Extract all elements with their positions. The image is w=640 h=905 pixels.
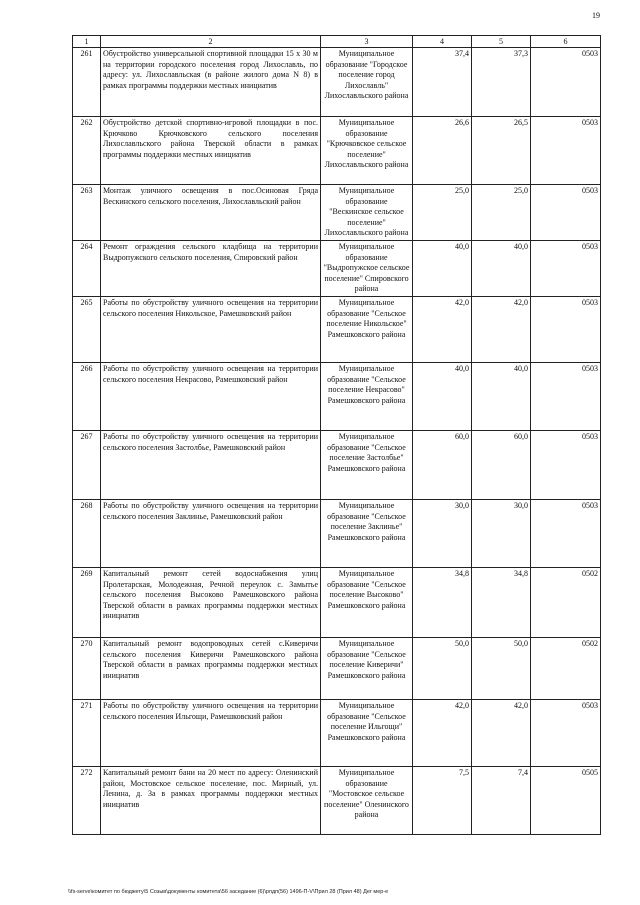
recipient: Муниципальное образование "Крючковское сельское поселение" Лихославльского района	[321, 117, 413, 185]
row-number: 262	[73, 117, 101, 185]
amount-plan: 50,0	[413, 638, 472, 700]
amount-plan: 42,0	[413, 700, 472, 767]
col-header-3: 3	[321, 36, 413, 48]
amount-fact: 40,0	[472, 363, 531, 431]
measure-description: Работы по обустройству уличного освещения на территории сельского поселения Застолбье, Рамешковский район	[101, 431, 321, 500]
amount-plan: 7,5	[413, 767, 472, 835]
table-row	[73, 117, 601, 185]
header-row	[73, 36, 601, 48]
table-row	[73, 48, 601, 117]
measure-description: Работы по обустройству уличного освещения на территории сельского поселения Некрасово, Рамешковский район	[101, 363, 321, 431]
row-number: 268	[73, 500, 101, 568]
measure-description: Работы по обустройству уличного освещения на территории сельского поселения Ильгощи, Рамешковский район	[101, 700, 321, 767]
amount-fact: 42,0	[472, 700, 531, 767]
recipient: Муниципальное образование "Сельское поселение Некрасово" Рамешковского района	[321, 363, 413, 431]
measure-description: Капитальный ремонт сетей водоснабжения улиц Пролетарская, Молодежная, Речной переулок с. Замытье сельского поселения Высоково Рамешковского района Тверской области в рамках программы поддержки местных инициатив	[101, 568, 321, 638]
recipient: Муниципальное образование "Мостовское сельское поселение" Оленинского района	[321, 767, 413, 835]
recipient: Муниципальное образование "Сельское поселение Никольское" Рамешковского района	[321, 297, 413, 363]
amount-plan: 26,6	[413, 117, 472, 185]
row-number: 272	[73, 767, 101, 835]
table-row	[73, 568, 601, 638]
recipient: Муниципальное образование "Выдропужское сельское поселение" Спировского района	[321, 241, 413, 297]
budget-code: 0503	[531, 700, 601, 767]
amount-fact: 25,0	[472, 185, 531, 241]
budget-code: 0503	[531, 363, 601, 431]
table-row	[73, 638, 601, 700]
measure-description: Обустройство универсальной спортивной площадки 15 х 30 м на территории городского поселения город Лихославль, по адресу: ул. Лихославльская (в районе жилого дома N 8) в рамках программы поддержки местных инициатив	[101, 48, 321, 117]
amount-fact: 7,4	[472, 767, 531, 835]
budget-code: 0503	[531, 500, 601, 568]
col-header-2: 2	[101, 36, 321, 48]
budget-code: 0502	[531, 638, 601, 700]
amount-plan: 42,0	[413, 297, 472, 363]
amount-plan: 40,0	[413, 363, 472, 431]
row-number: 261	[73, 48, 101, 117]
measures-table	[72, 35, 601, 835]
amount-fact: 40,0	[472, 241, 531, 297]
recipient: Муниципальное образование "Сельское поселение Высоково" Рамешковского района	[321, 568, 413, 638]
measure-description: Монтаж уличного освещения в пос.Осиновая Гряда Вескинского сельского поселения, Лихославльский район	[101, 185, 321, 241]
row-number: 263	[73, 185, 101, 241]
table-row	[73, 185, 601, 241]
page-number: 19	[592, 11, 600, 20]
budget-code: 0503	[531, 117, 601, 185]
measure-description: Обустройство детской спортивно-игровой площадки в пос. Крючково Крючковского сельского поселения Лихославльского района Тверской области в рамках программы поддержки местных инициатив	[101, 117, 321, 185]
row-number: 265	[73, 297, 101, 363]
recipient: Муниципальное образование "Городское поселение город Лихославль" Лихославльского района	[321, 48, 413, 117]
amount-fact: 42,0	[472, 297, 531, 363]
table-row	[73, 431, 601, 500]
budget-code: 0503	[531, 48, 601, 117]
measure-description: Работы по обустройству уличного освещения на территории сельского поселения Заклинье, Рамешковский район	[101, 500, 321, 568]
amount-plan: 37,4	[413, 48, 472, 117]
recipient: Муниципальное образование "Сельское поселение Заклинье" Рамешковского района	[321, 500, 413, 568]
amount-plan: 25,0	[413, 185, 472, 241]
amount-plan: 30,0	[413, 500, 472, 568]
row-number: 270	[73, 638, 101, 700]
amount-plan: 40,0	[413, 241, 472, 297]
budget-code: 0503	[531, 431, 601, 500]
budget-code: 0503	[531, 185, 601, 241]
budget-code: 0503	[531, 241, 601, 297]
recipient: Муниципальное образование "Вескинское сельское поселение" Лихославльского района	[321, 185, 413, 241]
recipient: Муниципальное образование "Сельское поселение Ильгощи" Рамешковского района	[321, 700, 413, 767]
amount-fact: 60,0	[472, 431, 531, 500]
row-number: 266	[73, 363, 101, 431]
table-row	[73, 500, 601, 568]
table-row	[73, 700, 601, 767]
measure-description: Капитальный ремонт бани на 20 мест по адресу: Оленинский район, Мостовское сельское поселение, пос. Мирный, ул. Ленина, д. 3а в рамках программы поддержки местных инициатив	[101, 767, 321, 835]
recipient: Муниципальное образование "Сельское поселение Застолбье" Рамешковского района	[321, 431, 413, 500]
col-header-6: 6	[531, 36, 601, 48]
col-header-1: 1	[73, 36, 101, 48]
measure-description: Ремонт ограждения сельского кладбища на территории Выдропужского сельского поселения, Спировский район	[101, 241, 321, 297]
budget-code: 0502	[531, 568, 601, 638]
amount-fact: 37,3	[472, 48, 531, 117]
amount-fact: 30,0	[472, 500, 531, 568]
amount-plan: 60,0	[413, 431, 472, 500]
footer-file-path: \\fs-serve\комитет по бюджету\5 Созыв\документы комитета\56 заседание (6)\рпдп(56) 1496-П-V\Прил 28 (Прил 48) Дег мер-е	[68, 889, 389, 895]
amount-fact: 50,0	[472, 638, 531, 700]
row-number: 271	[73, 700, 101, 767]
table-row	[73, 241, 601, 297]
table-row	[73, 297, 601, 363]
col-header-4: 4	[413, 36, 472, 48]
table-row	[73, 767, 601, 835]
budget-code: 0505	[531, 767, 601, 835]
col-header-5: 5	[472, 36, 531, 48]
row-number: 267	[73, 431, 101, 500]
row-number: 269	[73, 568, 101, 638]
measure-description: Работы по обустройству уличного освещения на территории сельского поселения Никольское, Рамешковский район	[101, 297, 321, 363]
amount-fact: 26,5	[472, 117, 531, 185]
table-row	[73, 363, 601, 431]
measure-description: Капитальный ремонт водопроводных сетей с.Киверичи сельского поселения Киверичи Рамешковского района Тверской области в рамках программы поддержки местных инициатив	[101, 638, 321, 700]
amount-fact: 34,8	[472, 568, 531, 638]
budget-code: 0503	[531, 297, 601, 363]
row-number: 264	[73, 241, 101, 297]
recipient: Муниципальное образование "Сельское поселение Киверичи" Рамешковского района	[321, 638, 413, 700]
amount-plan: 34,8	[413, 568, 472, 638]
